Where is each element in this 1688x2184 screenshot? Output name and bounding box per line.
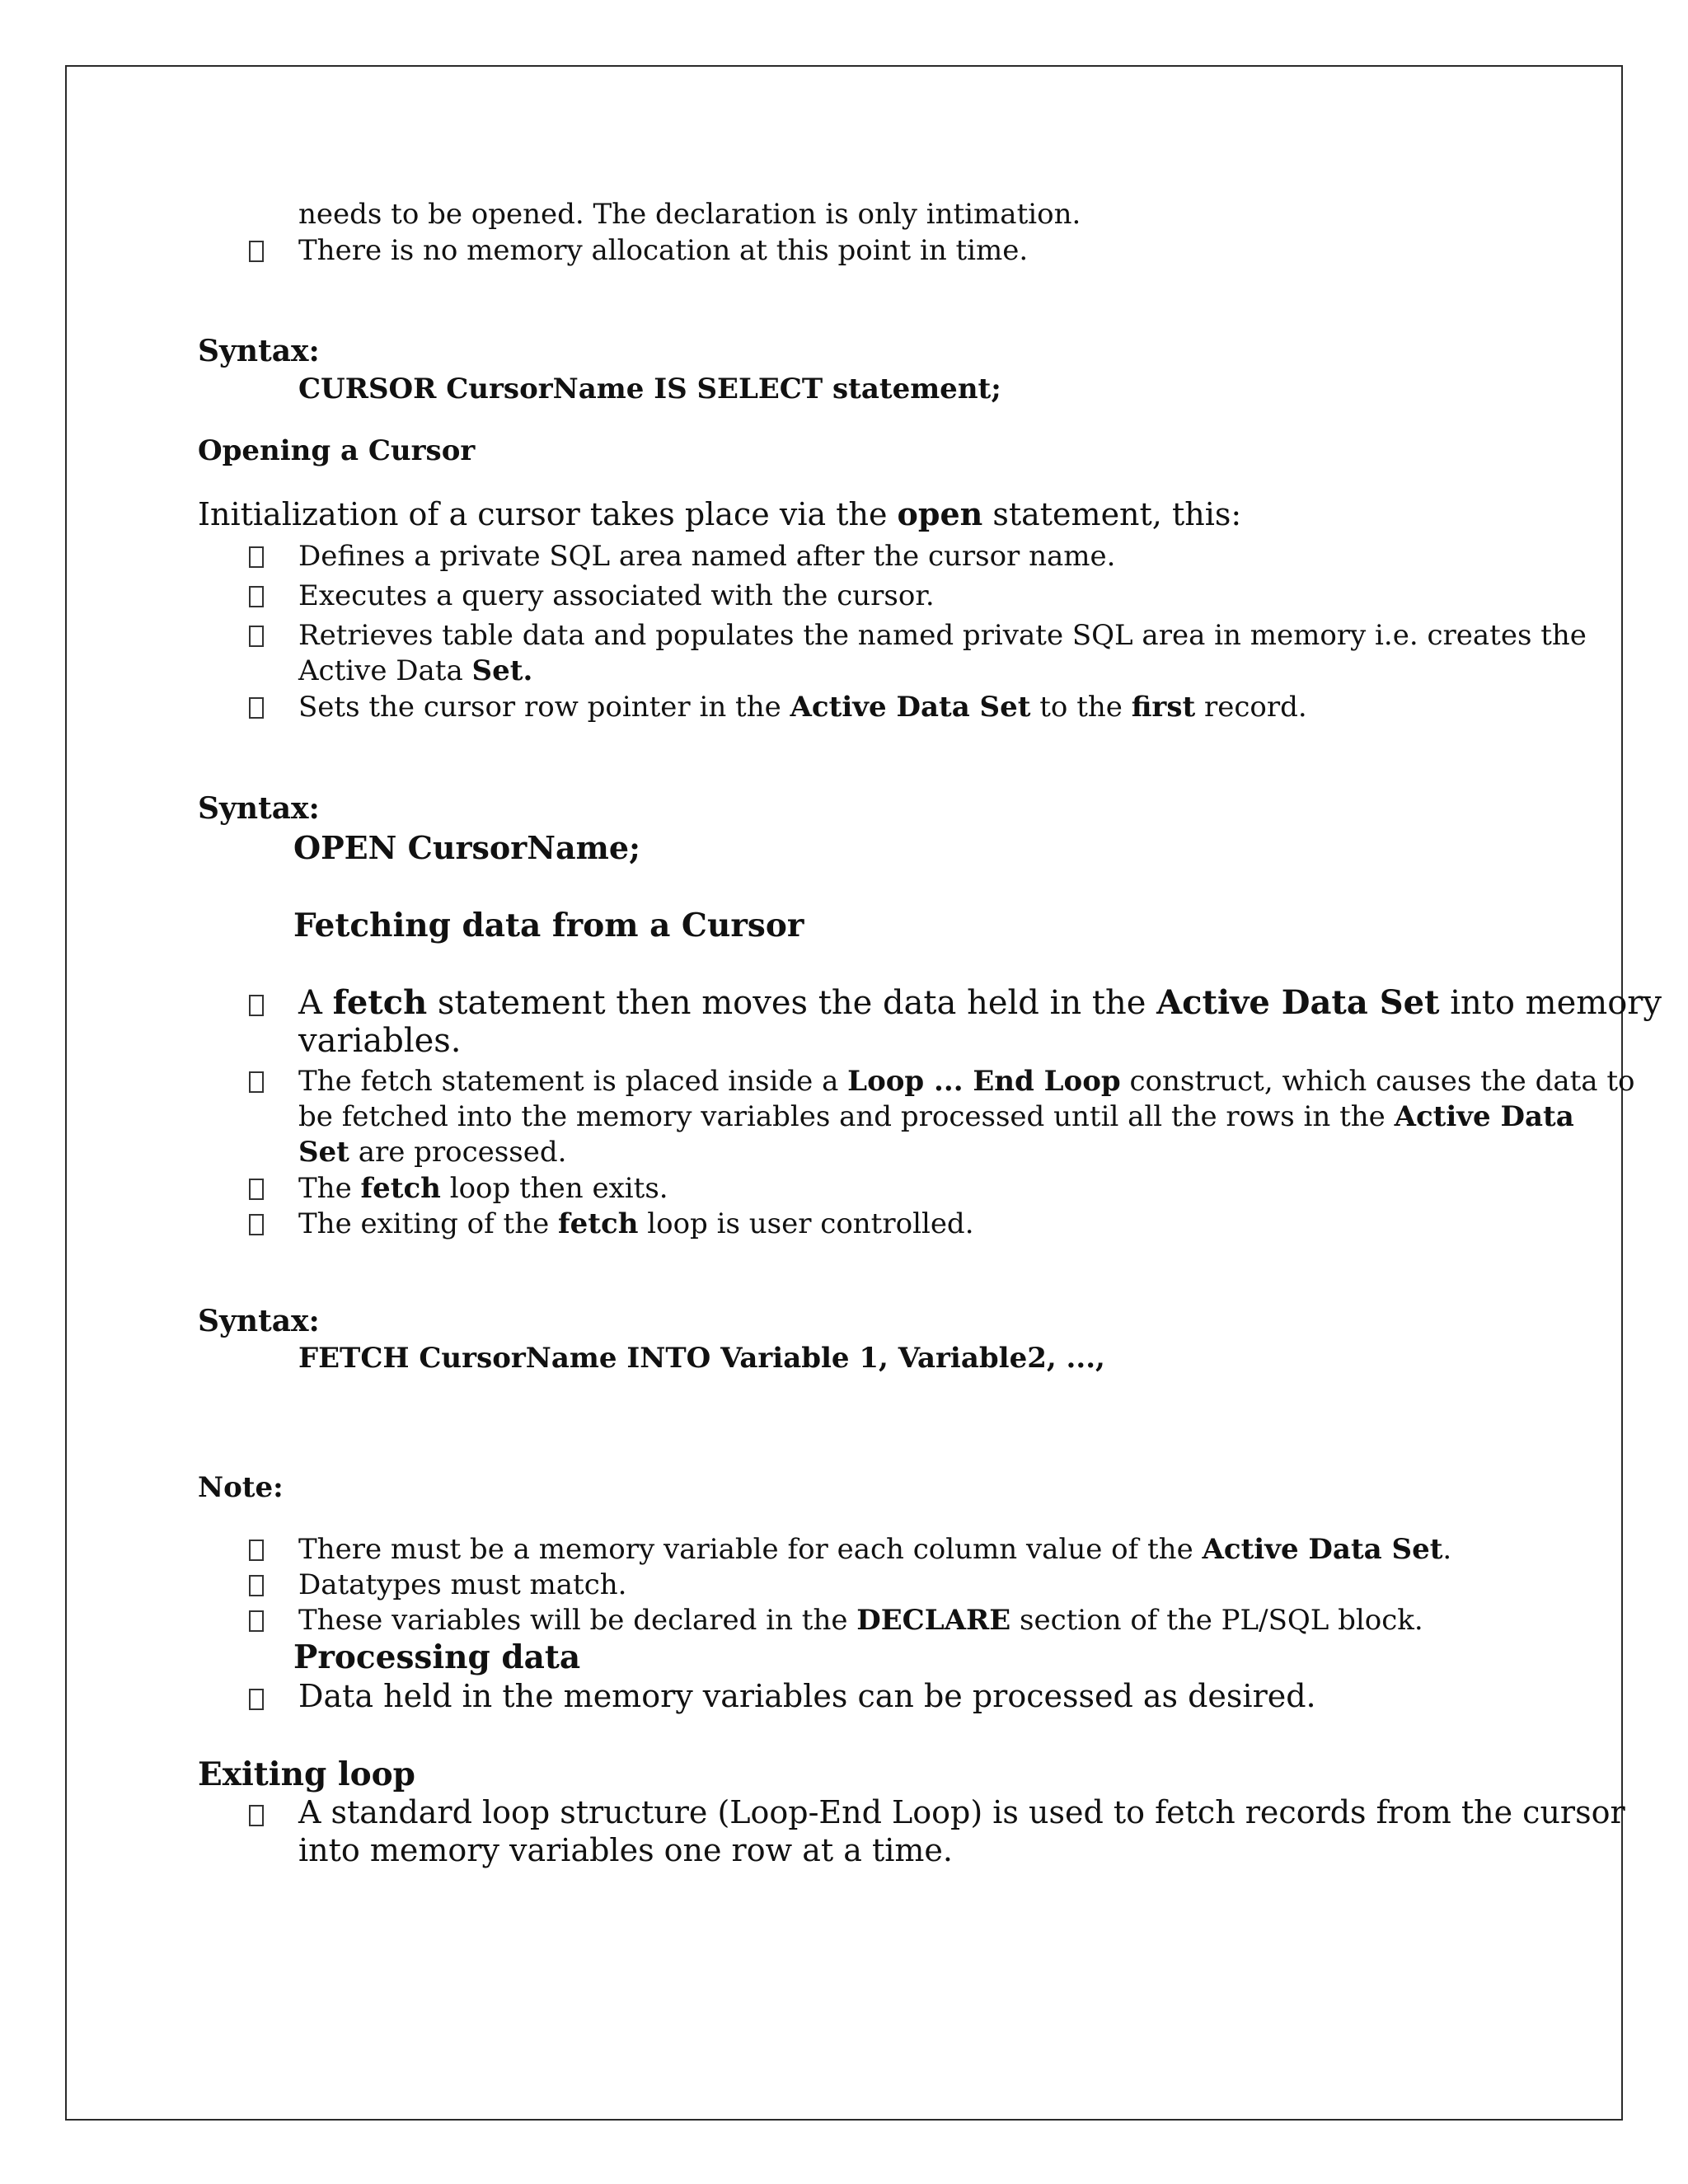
section-heading: Exiting loop: [198, 1755, 415, 1793]
bullet-icon: [249, 1805, 264, 1826]
bullet-icon: [249, 1214, 264, 1235]
text: construct, which causes the data to: [1120, 1065, 1635, 1098]
bullet-icon: [249, 995, 264, 1016]
text-bold: Loop ... End Loop: [847, 1065, 1121, 1098]
syntax-label: Syntax:: [198, 1304, 320, 1338]
list-item-continued: variables.: [298, 1022, 462, 1060]
list-item: Defines a private SQL area named after the cursor name.: [298, 540, 1116, 573]
list-item: [298, 1207, 974, 1240]
text: statement then moves the data held in the: [427, 984, 1157, 1022]
syntax-code: OPEN CursorName;: [293, 829, 641, 866]
list-item-continued: into memory variables one row at a time.: [298, 1832, 953, 1868]
list-item: Executes a query associated with the cursor.: [298, 579, 935, 612]
list-item: Retrieves table data and populates the named private SQL area in memory i.e. creates the: [298, 619, 1587, 652]
list-item: [298, 1604, 1423, 1637]
text-bold: fetch: [360, 1172, 441, 1205]
text: There must be a memory variable for each column value of the: [298, 1533, 1203, 1566]
list-item: A standard loop structure (Loop-End Loop) is used to fetch records from the cursor: [298, 1794, 1625, 1830]
text: A: [298, 984, 333, 1022]
text: loop is user controlled.: [638, 1207, 974, 1240]
list-item: [298, 1533, 1451, 1566]
bullet-icon: [249, 586, 264, 607]
continued-text: needs to be opened. The declaration is only intimation.: [298, 198, 1081, 231]
text: These variables will be declared in the: [298, 1604, 857, 1637]
intro-text: Initialization of a cursor takes place via the: [198, 496, 898, 532]
text-bold: Active Data Set: [1202, 1533, 1443, 1566]
syntax-label: Syntax:: [198, 334, 320, 368]
text: into memory: [1439, 984, 1662, 1022]
text-bold: Active Data: [1394, 1100, 1574, 1133]
text: record.: [1195, 691, 1307, 724]
text-bold: fetch: [558, 1207, 639, 1240]
list-item-continued: [298, 654, 532, 687]
list-item-continued: [298, 1136, 566, 1169]
text: section of the PL/SQL block.: [1010, 1604, 1423, 1637]
text: The fetch statement is placed inside a: [298, 1065, 848, 1098]
bullet-icon: [249, 1071, 264, 1093]
note-label: Note:: [198, 1471, 284, 1504]
bullet-icon: [249, 697, 264, 719]
intro-paragraph: [198, 495, 1241, 532]
text: be fetched into the memory variables and processed until all the rows in the: [298, 1100, 1395, 1133]
section-heading: Opening a Cursor: [198, 434, 476, 467]
intro-text-end: statement, this:: [982, 496, 1242, 532]
text: are processed.: [349, 1136, 567, 1169]
text: .: [1442, 1533, 1452, 1566]
text-bold: Set.: [471, 654, 533, 687]
text: The: [298, 1172, 361, 1205]
text-bold: first: [1131, 691, 1196, 724]
bullet-icon: [249, 1610, 264, 1632]
section-heading: Processing data: [293, 1638, 581, 1676]
section-heading: Fetching data from a Cursor: [293, 907, 804, 944]
text: Sets the cursor row pointer in the: [298, 691, 790, 724]
syntax-label: Syntax:: [198, 791, 320, 826]
text-bold: DECLARE: [856, 1604, 1011, 1637]
bullet-icon: [249, 1540, 264, 1561]
text: Active Data: [298, 654, 472, 687]
bullet-icon: [249, 1689, 264, 1710]
syntax-code: FETCH CursorName INTO Variable 1, Variable2, ...,: [298, 1342, 1105, 1375]
intro-bold: open: [897, 495, 983, 532]
bullet-icon: [249, 1575, 264, 1596]
text-bold: fetch: [332, 983, 428, 1022]
list-item: There is no memory allocation at this point in time.: [298, 234, 1029, 267]
list-item: [298, 691, 1307, 724]
list-item: [298, 983, 1662, 1022]
list-item: Datatypes must match.: [298, 1568, 627, 1601]
text-bold: Active Data Set: [1156, 983, 1440, 1022]
bullet-icon: [249, 546, 264, 568]
text: The exiting of the: [298, 1207, 559, 1240]
text-bold: Active Data Set: [790, 691, 1031, 724]
text-bold: Set: [298, 1136, 349, 1169]
bullet-icon: [249, 626, 264, 647]
list-item: [298, 1172, 668, 1205]
bullet-icon: [249, 241, 264, 262]
bullet-icon: [249, 1179, 264, 1200]
list-item: Data held in the memory variables can be processed as desired.: [298, 1678, 1316, 1714]
text: to the: [1030, 691, 1132, 724]
syntax-code: CURSOR CursorName IS SELECT statement;: [298, 373, 1001, 405]
list-item-continued: [298, 1100, 1574, 1133]
text: loop then exits.: [440, 1172, 668, 1205]
list-item: [298, 1065, 1635, 1098]
